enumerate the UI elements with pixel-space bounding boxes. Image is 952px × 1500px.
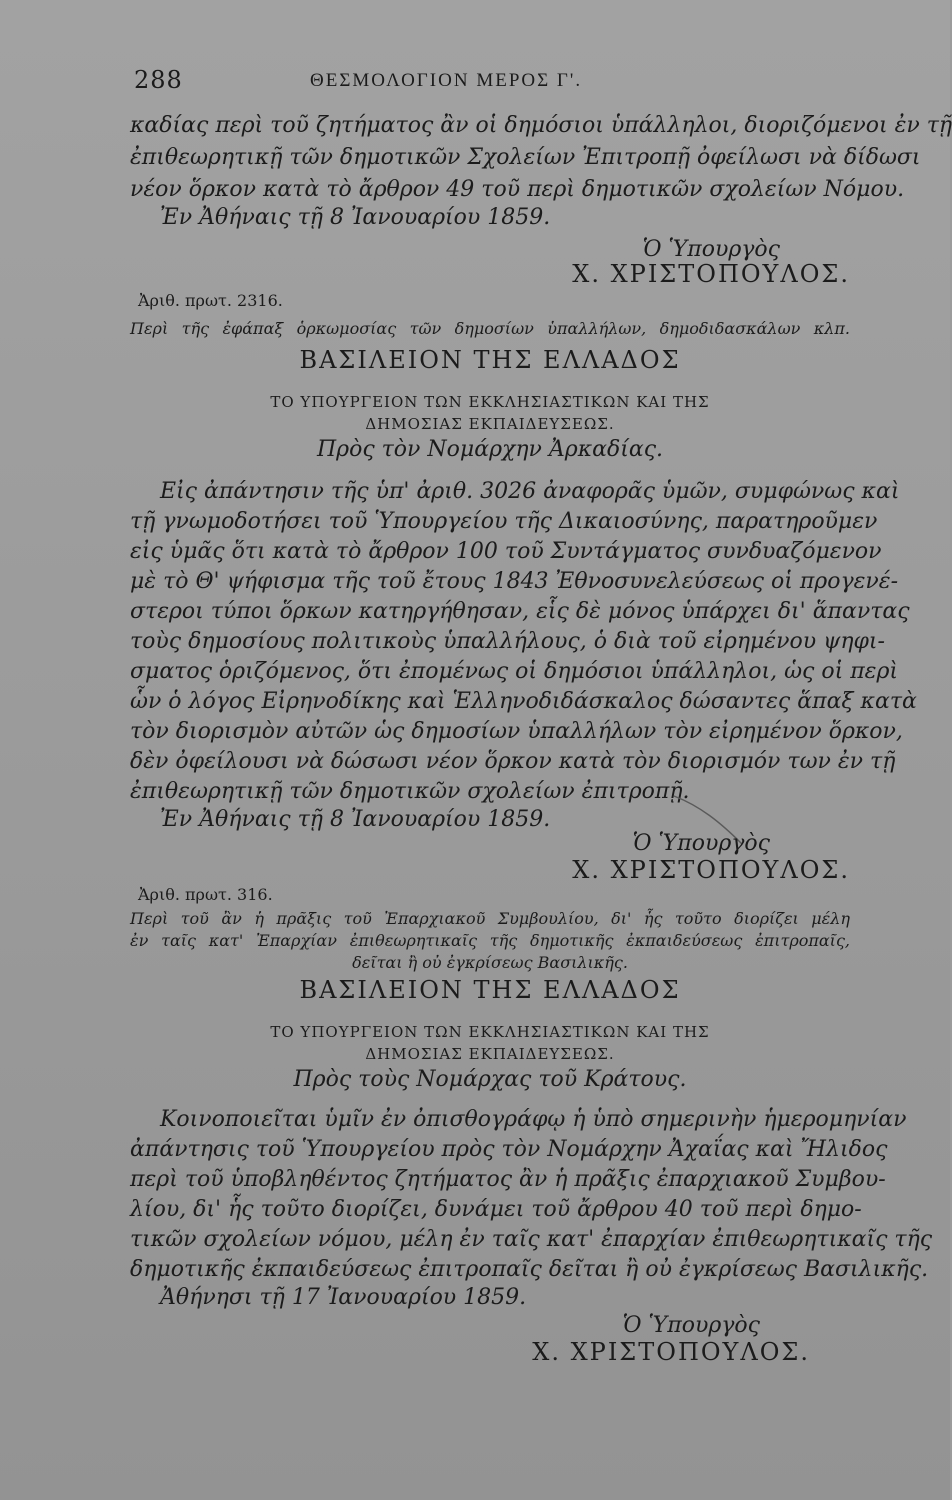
running-head: ΘΕΣΜΟΛΟΓΙΟΝ ΜΕΡΟΣ Γ'. bbox=[310, 70, 583, 91]
kingdom-heading: ΒΑΣΙΛΕΙΟΝ ΤΗΣ ΕΛΛΑΔΟΣ bbox=[299, 976, 681, 1004]
text-line: καδίας περὶ τοῦ ζητήματος ἂν οἱ δημόσιοι ὑπάλληλοι, διοριζόμενοι ἐν τῇ bbox=[130, 113, 952, 138]
text-line: δὲν ὀφείλουσι νὰ δώσωσι νέον ὅρκον κατὰ τὸν διορισμόν των ἐν τῇ bbox=[130, 749, 896, 774]
text-line: τὸν διορισμὸν αὐτῶν ὡς δημοσίων ὑπαλλήλων τὸν εἰρημένον ὅρκον, bbox=[130, 719, 903, 744]
subject-line: δεῖται ἢ οὐ ἐγκρίσεως Βασιλικῆς. bbox=[352, 953, 628, 972]
text-line: περὶ τοῦ ὑποβληθέντος ζητήματος ἂν ἡ πρᾶξις ἐπαρχιακοῦ Συμβου- bbox=[130, 1167, 886, 1192]
text-line: ὧν ὁ λόγος Εἰρηνοδίκης καὶ Ἑλληνοδιδάσκαλος δώσαντες ἅπαξ κατὰ bbox=[130, 689, 917, 714]
text-line: νέον ὅρκον κατὰ τὸ ἄρθρον 49 τοῦ περὶ δημοτικῶν σχολείων Νόμου. bbox=[130, 177, 905, 202]
subject-line: ἐν ταῖς κατ' Ἐπαρχίαν ἐπιθεωρητικαῖς τῆς δημοτικῆς ἐκπαιδεύσεως ἐπιτροπαῖς, bbox=[130, 931, 850, 950]
text-line: ἐπιθεωρητικῇ τῶν δημοτικῶν σχολείων ἐπιτροπῇ. bbox=[130, 779, 690, 804]
text-line: ἐπιθεωρητικῇ τῶν δημοτικῶν Σχολείων Ἐπιτροπῇ ὀφείλωσι νὰ δίδωσι bbox=[130, 145, 921, 170]
date-line: Ἐν Ἀθήναις τῇ 8 Ἰανουαρίου 1859. bbox=[160, 205, 551, 230]
date-line: Ἀθήνησι τῇ 17 Ἰανουαρίου 1859. bbox=[160, 1285, 527, 1310]
signature-title: Ὁ Ὑπουργὸς bbox=[642, 237, 780, 262]
signature-title: Ὁ Ὑπουργὸς bbox=[622, 1313, 760, 1338]
text-line: ἀπάντησις τοῦ Ὑπουργείου πρὸς τὸν Νομάρχην Ἀχαΐας καὶ Ἤλιδος bbox=[130, 1137, 888, 1162]
date-line: Ἐν Ἀθήναις τῇ 8 Ἰανουαρίου 1859. bbox=[160, 807, 551, 832]
addressee: Πρὸς τοὺς Νομάρχας τοῦ Κράτους. bbox=[293, 1067, 687, 1092]
text-line: Εἰς ἀπάντησιν τῆς ὑπ' ἀριθ. 3026 ἀναφορᾶς ὑμῶν, συμφώνως καὶ bbox=[160, 479, 900, 504]
ministry-heading: ΔΗΜΟΣΙΑΣ ΕΚΠΑΙΔΕΥΣΕΩΣ. bbox=[365, 1045, 615, 1063]
ministry-heading: ΔΗΜΟΣΙΑΣ ΕΚΠΑΙΔΕΥΣΕΩΣ. bbox=[365, 415, 615, 433]
addressee: Πρὸς τὸν Νομάρχην Ἀρκαδίας. bbox=[316, 437, 664, 462]
text-line: εἰς ὑμᾶς ὅτι κατὰ τὸ ἄρθρον 100 τοῦ Συντάγματος συνδυαζόμενον bbox=[130, 539, 882, 564]
text-line: τικῶν σχολείων νόμου, μέλη ἐν ταῖς κατ' ἐπαρχίαν ἐπιθεωρητικαῖς τῆς bbox=[130, 1227, 933, 1252]
signature-title: Ὁ Ὑπουργὸς bbox=[632, 831, 770, 856]
subject-line: Περὶ τοῦ ἂν ἡ πρᾶξις τοῦ Ἐπαρχιακοῦ Συμβουλίου, δι' ἧς τοῦτο διορίζει μέλη bbox=[130, 909, 850, 928]
subject-line: Περὶ τῆς ἐφάπαξ ὁρκωμοσίας τῶν δημοσίων ὑπαλλήλων, δημοδιδασκάλων κλπ. bbox=[130, 319, 850, 338]
page-header bbox=[130, 66, 850, 102]
protocol-number: Ἀριθ. πρωτ. 2316. bbox=[138, 291, 283, 310]
signature-name: Χ. ΧΡΙΣΤΟΠΟΥΛΟΣ. bbox=[572, 856, 850, 884]
signature-name: Χ. ΧΡΙΣΤΟΠΟΥΛΟΣ. bbox=[532, 1338, 810, 1366]
text-line: Κοινοποιεῖται ὑμῖν ἐν ὀπισθογράφῳ ἡ ὑπὸ σημερινὴν ἡμερομηνίαν bbox=[160, 1107, 907, 1132]
text-line: σματος ὁριζόμενος, ὅτι ἐπομένως οἱ δημόσιοι ὑπάλληλοι, ὡς οἱ περὶ bbox=[130, 659, 899, 684]
text-line: τῇ γνωμοδοτήσει τοῦ Ὑπουργείου τῆς Δικαιοσύνης, παρατηροῦμεν bbox=[130, 509, 878, 534]
page-number: 288 bbox=[134, 66, 183, 94]
kingdom-heading: ΒΑΣΙΛΕΙΟΝ ΤΗΣ ΕΛΛΑΔΟΣ bbox=[299, 346, 681, 374]
signature-name: Χ. ΧΡΙΣΤΟΠΟΥΛΟΣ. bbox=[572, 260, 850, 288]
text-line: λίου, δι' ἧς τοῦτο διορίζει, δυνάμει τοῦ ἄρθρου 40 τοῦ περὶ δημο- bbox=[130, 1197, 862, 1222]
text-line: μὲ τὸ Θ' ψήφισμα τῆς τοῦ ἔτους 1843 Ἐθνοσυνελεύσεως οἱ προγενέ- bbox=[130, 569, 899, 594]
ministry-heading: ΤΟ ΥΠΟΥΡΓΕΙΟΝ ΤΩΝ ΕΚΚΛΗΣΙΑΣΤΙΚΩΝ ΚΑΙ ΤΗΣ bbox=[270, 393, 710, 411]
protocol-number: Ἀριθ. πρωτ. 316. bbox=[138, 885, 273, 904]
ministry-heading: ΤΟ ΥΠΟΥΡΓΕΙΟΝ ΤΩΝ ΕΚΚΛΗΣΙΑΣΤΙΚΩΝ ΚΑΙ ΤΗΣ bbox=[270, 1023, 710, 1041]
text-line: τοὺς δημοσίους πολιτικοὺς ὑπαλλήλους, ὁ διὰ τοῦ εἰρημένου ψηφι- bbox=[130, 629, 885, 654]
text-line: στεροι τύποι ὅρκων κατηργήθησαν, εἷς δὲ μόνος ὑπάρχει δι' ἅπαντας bbox=[130, 599, 910, 624]
text-line: δημοτικῆς ἐκπαιδεύσεως ἐπιτροπαῖς δεῖται ἢ οὐ ἐγκρίσεως Βασιλικῆς. bbox=[130, 1257, 929, 1282]
